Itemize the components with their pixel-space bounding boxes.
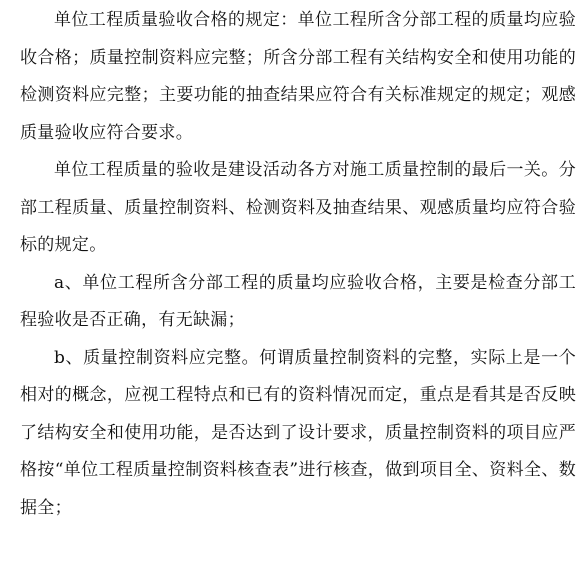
paragraph-item-a: a、单位工程所含分部工程的质量均应验收合格，主要是检查分部工程验收是否正确，有无缺漏；: [20, 272, 576, 330]
paragraph-acceptance-rules: 单位工程质量验收合格的规定：单位工程所含分部工程的质量均应验收合格；质量控制资料应完整；所含分部工程有关结构安全和使用功能的检测资料应完整；主要功能的抽查结果应符合有关标准规定的规定；观感质量验收应符合要求。: [20, 10, 576, 143]
paragraph-item-b: b、质量控制资料应完整。何谓质量控制资料的完整，实际上是一个相对的概念，应视工程特点和已有的资料情况而定，重点是看其是否反映了结构安全和使用功能，是否达到了设计要求，质量控制资料的项目应严格按“单位工程质量控制资料核查表”进行核查，做到项目全、资料全、数据全；: [20, 347, 576, 518]
paragraph-final-checkpoint: 单位工程质量的验收是建设活动各方对施工质量控制的最后一关。分部工程质量、质量控制资料、检测资料及抽查结果、观感质量均应符合验标的规定。: [20, 160, 576, 255]
